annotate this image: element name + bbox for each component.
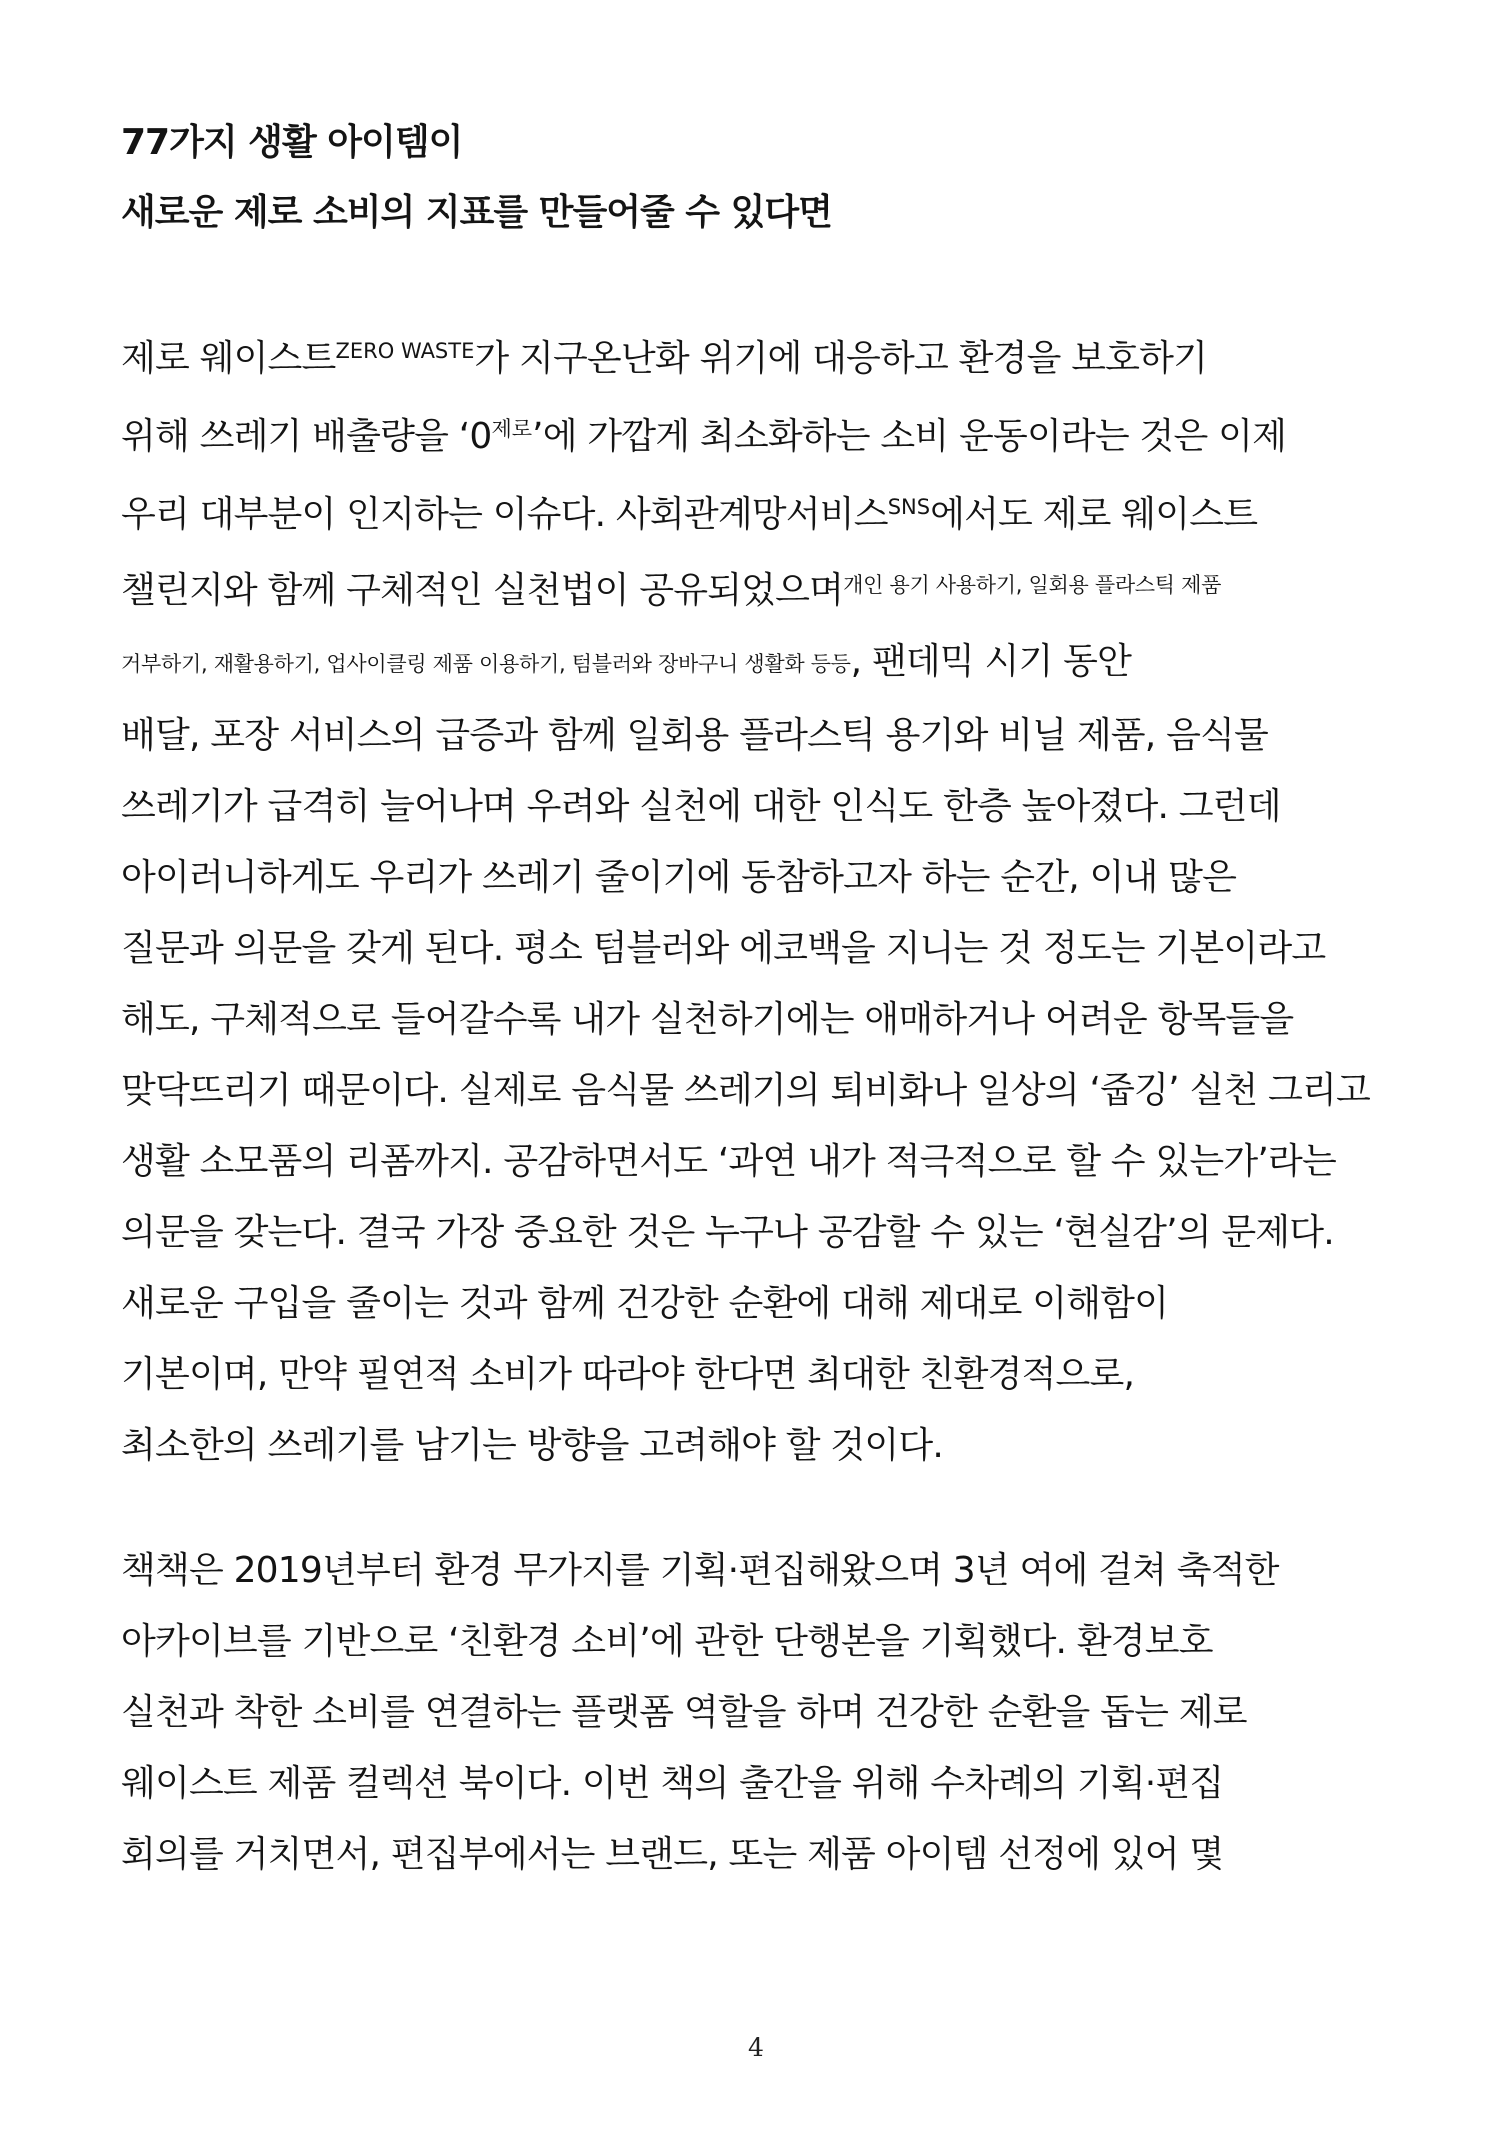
text-run: 가 지구온난화 위기에 대응하고 환경을 보호하기 [474,338,1208,379]
page-number: 4 [748,2033,764,2062]
text-line: 책책은 2019년부터 환경 무가지를 기획·편집해왔으며 3년 여에 걸쳐 축적한 [121,1550,1279,1591]
text-line: 회의를 거치면서, 편집부에서는 브랜드, 또는 제품 아이템 선정에 있어 몇 [121,1834,1224,1875]
text-run: , 팬데믹 시기 동안 [850,641,1132,682]
text-line: 맞닥뜨리기 때문이다. 실제로 음식물 쓰레기의 퇴비화나 일상의 ‘줍깅’ 실천 그리고 [121,1070,1370,1111]
text-line [121,394,1421,472]
annotation-superscript: ZERO WASTE [335,339,475,363]
text-line: 웨이스트 제품 컬렉션 북이다. 이번 책의 출간을 위해 수차례의 기획·편집 [121,1763,1224,1804]
text-line: 쓰레기가 급격히 늘어나며 우려와 실천에 대한 인식도 한층 높아졌다. 그런데 [121,786,1281,827]
text-line: 아카이브를 기반으로 ‘친환경 소비’에 관한 단행본을 기획했다. 환경보호 [121,1621,1213,1662]
text-line: 의문을 갖는다. 결국 가장 중요한 것은 누구나 공감할 수 있는 ‘현실감’의 문제다. [121,1212,1334,1253]
text-line [121,472,1421,550]
text-run: ’에 가깝게 최소화하는 소비 운동이라는 것은 이제 [532,416,1287,457]
annotation-superscript: 제로 [491,417,533,441]
body-paragraph-1 [121,316,1421,1481]
text-line: 배달, 포장 서비스의 급증과 함께 일회용 플라스틱 용기와 비닐 제품, 음식물 [121,715,1269,756]
text-line: 최소한의 쓰레기를 남기는 방향을 고려해야 할 것이다. [121,1425,943,1466]
text-line [121,550,1421,626]
annotation-superscript: SNS [887,495,931,519]
text-line: 기본이며, 만약 필연적 소비가 따라야 한다면 최대한 친환경적으로, [121,1354,1135,1395]
text-run: 우리 대부분이 인지하는 이슈다. 사회관계망서비스 [121,494,888,535]
text-line: 해도, 구체적으로 들어갈수록 내가 실천하기에는 애매하거나 어려운 항목들을 [121,999,1294,1040]
section-heading [121,108,1401,248]
heading-line-1: 77가지 생활 아이템이 [121,122,463,163]
text-line: 새로운 구입을 줄이는 것과 함께 건강한 순환에 대해 제대로 이해함이 [121,1283,1169,1324]
text-line: 실천과 착한 소비를 연결하는 플랫폼 역할을 하며 건강한 순환을 돕는 제로 [121,1692,1247,1733]
text-line: 생활 소모품의 리폼까지. 공감하면서도 ‘과연 내가 적극적으로 할 수 있는가’라는 [121,1141,1336,1182]
text-line [121,316,1421,394]
annotation-small-text: 개인 용기 사용하기, 일회용 플라스틱 제품 [843,573,1222,597]
text-run: 제로 웨이스트 [121,338,336,379]
text-line: 질문과 의문을 갖게 된다. 평소 텀블러와 에코백을 지니는 것 정도는 기본이라고 [121,928,1326,969]
heading-line-2: 새로운 제로 소비의 지표를 만들어줄 수 있다면 [121,192,832,233]
text-line: 아이러니하게도 우리가 쓰레기 줄이기에 동참하고자 하는 순간, 이내 많은 [121,857,1237,898]
body-paragraph-2 [121,1535,1421,1890]
text-line [121,626,1421,700]
annotation-small-text: 거부하기, 재활용하기, 업사이클링 제품 이용하기, 텀블러와 장바구니 생활화 등등 [121,652,851,676]
text-run: 위해 쓰레기 배출량을 ‘0 [121,416,492,457]
text-run: 챌린지와 함께 구체적인 실천법이 공유되었으며 [121,570,844,611]
text-run: 에서도 제로 웨이스트 [930,494,1258,535]
